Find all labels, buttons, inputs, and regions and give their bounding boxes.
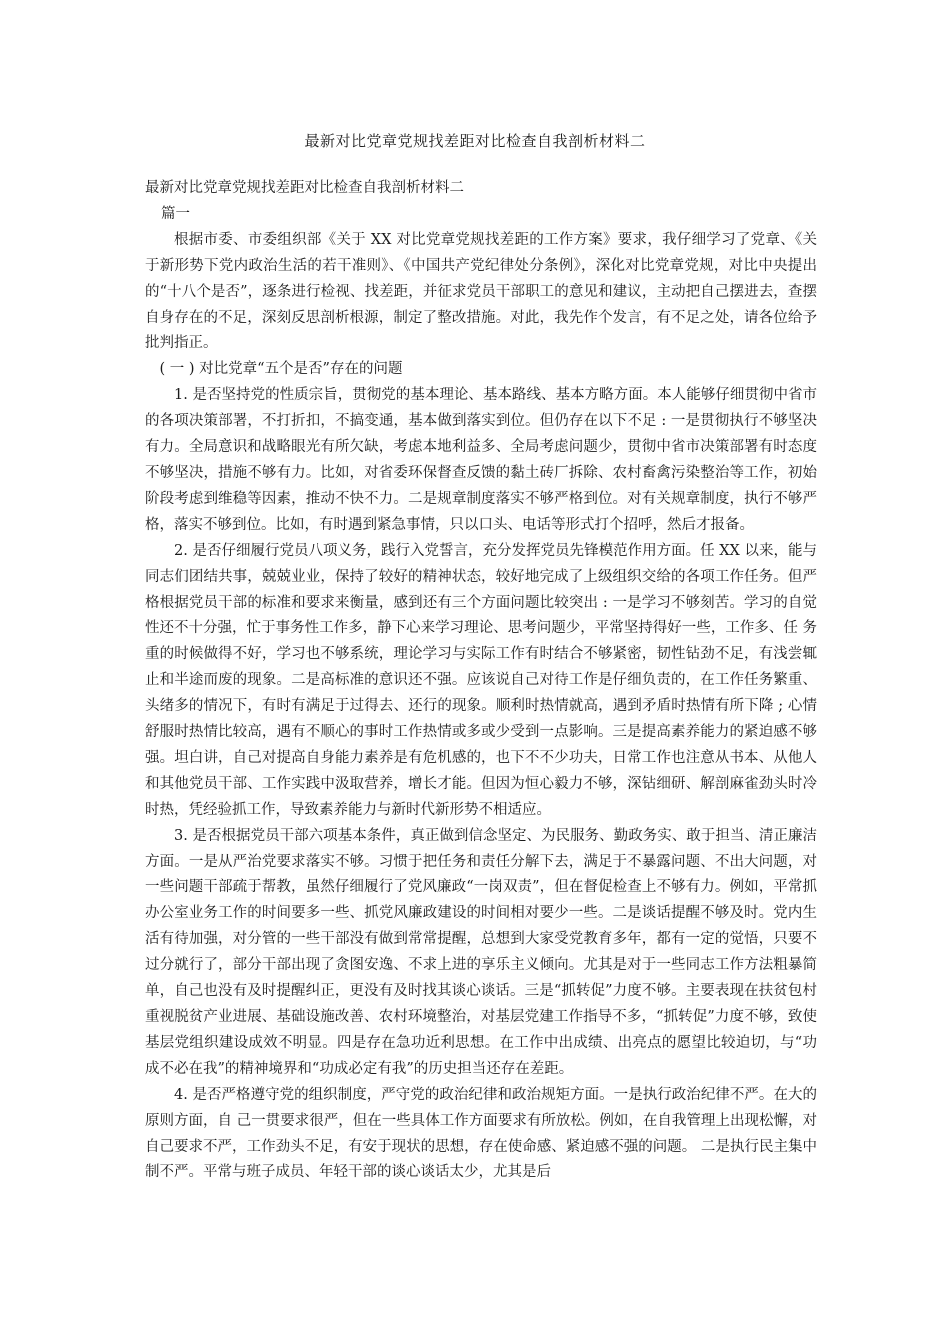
document-body [145,176,817,1186]
item-paragraph-2: 2. 是否仔细履行党员八项义务，践行入党誓言，充分发挥党员先锋模范作用方面。任 XX 以来，能与同志们团结共事，兢兢业业，保持了较好的精神状态，较好地完成了上级组织交给的各项工作任务。但严格根据党员干部的标准和要求来衡量，感到还有三个方面问题比较突出 : 一是学习不够刻苦。学习的自觉性还不十分强，忙于事务性工作多，静下心来学习理论、思考问题少，平常坚持得好一些，工作多、任 务重的时候做得不好，学习也不够系统，理论学习与实际工作有时结合不够紧密，韧性钻劲不足，有浅尝辄止和半途而废的现象。二是高标准的意识还不强。应该说自己对待工作是仔细负责的，在工作任务繁重、头绪多的情况下，有时有满足于过得去、还行的现象。顺利时热情就高，遇到矛盾时热情有所下降 ; 心情舒服时热情比较高，遇有不顺心的事时工作热情或多或少受到一点影响。三是提高素养能力的紧迫感不够强。坦白讲，自己对提高自身能力素养是有危机感的，也下不不少功夫，日常工作也注意从书本、从他人和其他党员干部、工作实践中汲取营养，增长才能。但因为恒心毅力不够，深钻细研、解剖麻雀劲头时冷时热，凭经验抓工作，导致素养能力与新时代新形势不相适应。 [145,542,817,818]
document-subtitle: 最新对比党章党规找差距对比检查自我剖析材料二 [145,180,464,196]
intro-paragraph: 根据市委、市委组织部《关于 XX 对比党章党规找差距的工作方案》要求，我仔细学习了党章、《关于新形势下党内政治生活的若干准则》、《中国共产党纪律处分条例》，深化对比党章党规，对比中央提出的“十八个是否”，逐条进行检视、找差距，并征求党员干部职工的意见和建议，主动把自己摆进去，查摆自身存在的不足，深刻反思剖析根源，制定了整改措施。对此，我先作个发言，有不足之处，请各位给予批判指正。 [145,231,817,352]
section-label: 篇一 [161,205,190,222]
section-heading: ( 一 ) 对比党章“五个是否”存在的问题 [159,361,403,378]
document-title: 最新对比党章党规找差距对比检查自我剖析材料二 [304,132,646,150]
item-paragraph-3: 3. 是否根据党员干部六项基本条件，真正做到信念坚定、为民服务、勤政务实、敢于担当、清正廉洁方面。一是从严治党要求落实不够。习惯于把任务和责任分解下去，满足于不暴露问题、不出大问题，对一些问题干部疏于帮教，虽然仔细履行了党风廉政“一岗双责”，但在督促检查上不够有力。例如，平常抓办公室业务工作的时间要多一些、抓党风廉政建设的时间相对要少一些。二是谈话提醒不够及时。党内生活有待加强，对分管的一些干部没有做到常常提醒，总想到大家受党教育多年，都有一定的觉悟，只要不过分就行了，部分干部出现了贪图安逸、不求上进的享乐主义倾向。尤其是对于一些同志工作方法粗暴简单，自己也没有及时提醒纠正，更没有及时找其谈心谈话。三是“抓转促”力度不够。主要表现在扶贫包村重视脱贫产业进展、基础设施改善、农村环境整治，对基层党建工作指导不多，“抓转促”力度不够，致使基层党组织建设成效不明显。四是存在急功近利思想。在工作中出成绩、出亮点的愿望比较迫切，与“功成不必在我”的精神境界和“功成必定有我”的历史担当还存在差距。 [145,827,817,1077]
item-paragraph-4: 4. 是否严格遵守党的组织制度，严守党的政治纪律和政治规矩方面。一是执行政治纪律不严。在大的原则方面，自 己一贯要求很严，但在一些具体工作方面要求有所放松。例如，在自我管理上出现松懈，对自己要求不严，工作劲头不足，有安于现状的思想，存在使命感、紧迫感不强的问题。 二是执行民主集中制不严。平常与班子成员、年轻干部的谈心谈话太少，尤其是后 [145,1086,817,1181]
item-paragraph-1: 1. 是否坚持党的性质宗旨，贯彻党的基本理论、基本路线、基本方略方面。本人能够仔细贯彻中省市的各项决策部署，不打折扣，不搞变通，基本做到落实到位。但仍存在以下不足 : 一是贯彻执行不够坚决有力。全局意识和战略眼光有所欠缺，考虑本地利益多、全局考虑问题少，贯彻中省市决策部署有时态度不够坚决，措施不够有力。比如，对省委环保督查反馈的黏土砖厂拆除、农村畜禽污染整治等工作，初始阶段考虑到维稳等因素，推动不快不力。二是规章制度落实不够严格到位。对有关规章制度，执行不够严格，落实不够到位。比如，有时遇到紧急事情，只以口头、电话等形式打个招呼，然后才报备。 [145,387,817,533]
